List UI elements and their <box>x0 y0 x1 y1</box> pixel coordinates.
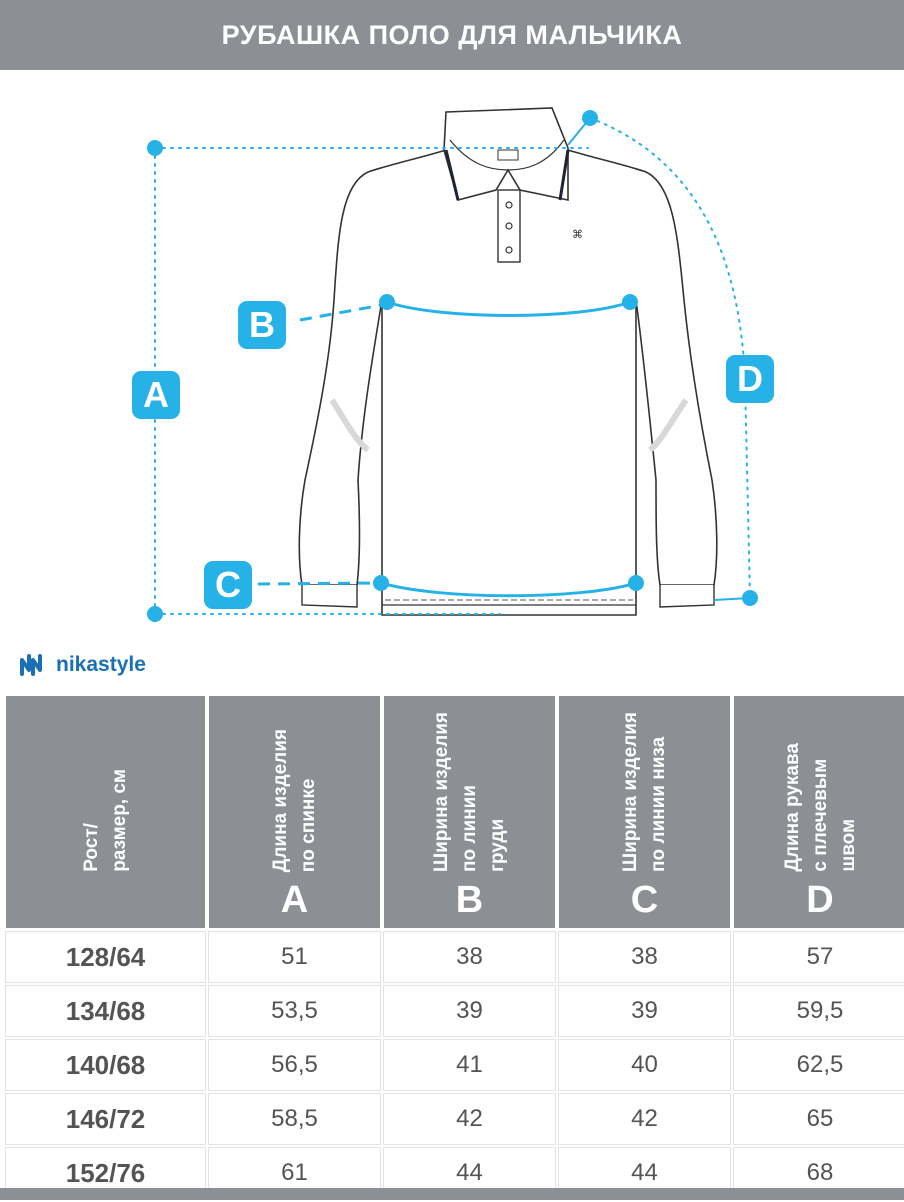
table-row <box>6 986 904 1036</box>
size-cell: 134/68 <box>6 986 205 1036</box>
header-b <box>384 696 555 928</box>
header-label: Рост/ размер, см <box>81 769 130 872</box>
value-cell: 56,5 <box>209 1040 380 1090</box>
brand-logo-icon <box>20 654 48 676</box>
header-letter: C <box>630 879 659 921</box>
value-cell: 68 <box>734 1148 904 1198</box>
marker-a: A <box>132 371 180 419</box>
table-row <box>6 932 904 982</box>
size-cell: 146/72 <box>6 1094 205 1144</box>
header-a <box>209 696 380 928</box>
brand-logo <box>20 650 146 680</box>
value-cell: 62,5 <box>734 1040 904 1090</box>
marker-b: B <box>238 301 286 349</box>
value-cell: 57 <box>734 932 904 982</box>
value-cell: 53,5 <box>209 986 380 1036</box>
marker-d: D <box>726 355 774 403</box>
size-cell: 152/76 <box>6 1148 205 1198</box>
header-label: Длина рукава с плечевым швом <box>781 743 859 872</box>
value-cell: 39 <box>559 986 730 1036</box>
svg-text:⌘: ⌘ <box>572 228 583 241</box>
table-row <box>6 1040 904 1090</box>
marker-c: C <box>204 561 252 609</box>
footer-bar <box>0 1188 904 1200</box>
value-cell: 58,5 <box>209 1094 380 1144</box>
header-c <box>559 696 730 928</box>
size-cell: 128/64 <box>6 932 205 982</box>
value-cell: 44 <box>384 1148 555 1198</box>
table-header-row <box>6 696 904 928</box>
size-table <box>2 692 904 1202</box>
header-label: Ширина изделия по линии груди <box>431 712 508 872</box>
header-letter: B <box>455 879 484 921</box>
value-cell: 39 <box>384 986 555 1036</box>
value-cell: 40 <box>559 1040 730 1090</box>
value-cell: 59,5 <box>734 986 904 1036</box>
header-d <box>734 696 904 928</box>
table-row <box>6 1094 904 1144</box>
value-cell: 41 <box>384 1040 555 1090</box>
value-cell: 42 <box>559 1094 730 1144</box>
value-cell: 42 <box>384 1094 555 1144</box>
page-title: РУБАШКА ПОЛО ДЛЯ МАЛЬЧИКА <box>0 0 904 70</box>
value-cell: 51 <box>209 932 380 982</box>
header-size <box>6 696 205 928</box>
value-cell: 44 <box>559 1148 730 1198</box>
header-label: Длина изделия по спинке <box>270 728 319 872</box>
size-cell: 140/68 <box>6 1040 205 1090</box>
brand-name: nikastyle <box>56 653 146 676</box>
value-cell: 61 <box>209 1148 380 1198</box>
value-cell: 65 <box>734 1094 904 1144</box>
header-label: Ширина изделия по линии низа <box>620 712 669 872</box>
garment-diagram <box>0 70 904 640</box>
header-letter: A <box>280 879 309 921</box>
value-cell: 38 <box>384 932 555 982</box>
value-cell: 38 <box>559 932 730 982</box>
header-letter: D <box>806 879 834 921</box>
